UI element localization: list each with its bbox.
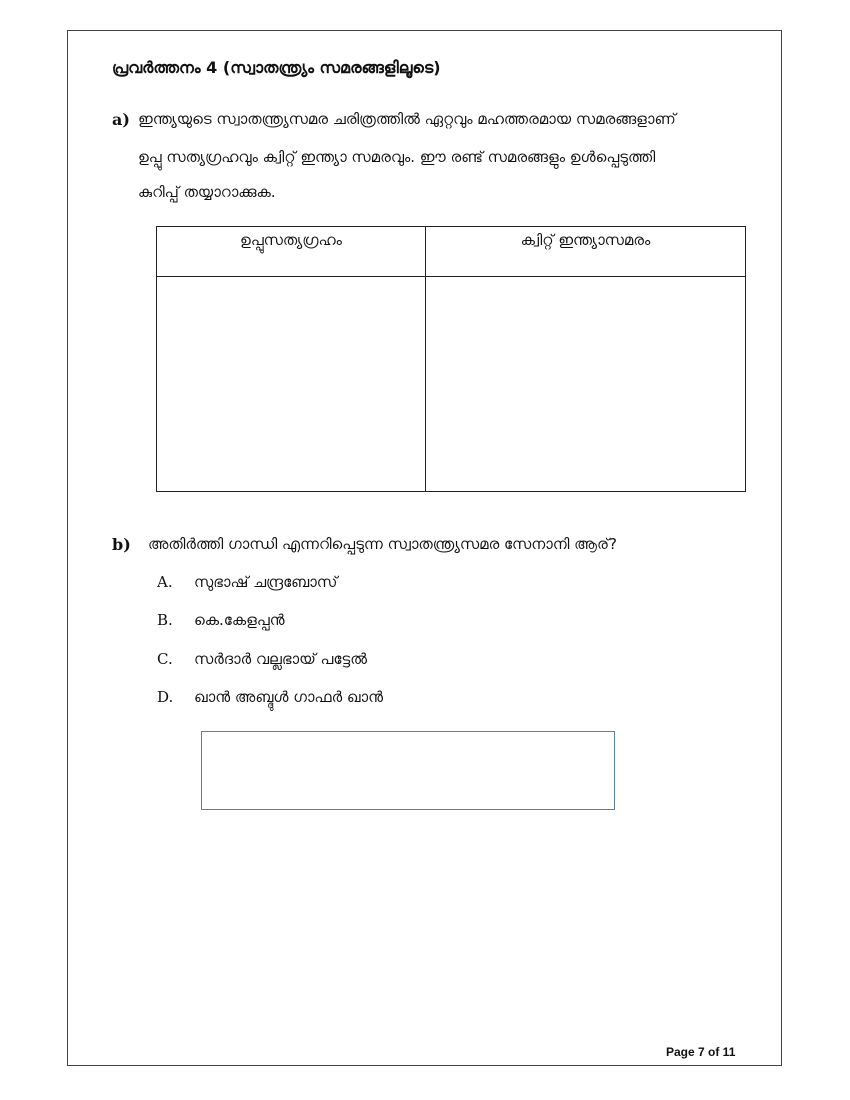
option-a-text[interactable]: സുഭാഷ് ചന്ദ്രബോസ് bbox=[194, 573, 338, 591]
question-b-label: b) bbox=[112, 535, 131, 554]
activity-title: പ്രവർത്തനം 4 (സ്വാതന്ത്ര്യം സമരങ്ങളിലൂടെ) bbox=[112, 58, 441, 77]
option-c-letter: C. bbox=[157, 650, 173, 668]
question-a-line-1: ഇന്ത്യയുടെ സ്വാതന്ത്ര്യസമര ചരിത്രത്തിൽ ഏറ്റവും മഹത്തരമായ സമരങ്ങളാണ് bbox=[138, 110, 676, 128]
answer-cell-quit-india[interactable] bbox=[426, 277, 746, 492]
question-a-label: a) bbox=[112, 110, 130, 129]
question-a-line-3: കുറിപ്പ് തയ്യാറാക്കുക. bbox=[138, 183, 276, 201]
page-number: Page 7 of 11 bbox=[666, 1045, 736, 1059]
option-b-text[interactable]: കെ.കേളപ്പൻ bbox=[194, 611, 285, 629]
option-d-text[interactable]: ഖാൻ അബ്ദുൾ ഗാഫർ ഖാൻ bbox=[194, 688, 383, 706]
table-header-salt-satyagraha: ഉപ്പുസത്യഗ്രഹം bbox=[157, 227, 426, 277]
answer-box[interactable] bbox=[201, 731, 615, 810]
question-b-text: അതിർത്തി ഗാന്ധി എന്നറിപ്പെടുന്ന സ്വാതന്ത്ര്യസമര സേനാനി ആര്? bbox=[148, 535, 617, 553]
table-header-quit-india: ക്വിറ്റ് ഇന്ത്യാസമരം bbox=[426, 227, 746, 277]
option-a-letter: A. bbox=[157, 573, 173, 591]
answer-cell-salt-satyagraha[interactable] bbox=[157, 277, 426, 492]
option-b-letter: B. bbox=[157, 611, 173, 629]
option-d-letter: D. bbox=[157, 688, 174, 706]
question-a-line-2: ഉപ്പു സത്യഗ്രഹവും ക്വിറ്റ് ഇന്ത്യാ സമരവും. ഈ രണ്ട് സമരങ്ങളും ഉൾപ്പെടുത്തി bbox=[138, 148, 656, 166]
answer-table bbox=[156, 226, 746, 492]
option-c-text[interactable]: സർദാർ വല്ലഭായ് പട്ടേൽ bbox=[194, 650, 367, 668]
